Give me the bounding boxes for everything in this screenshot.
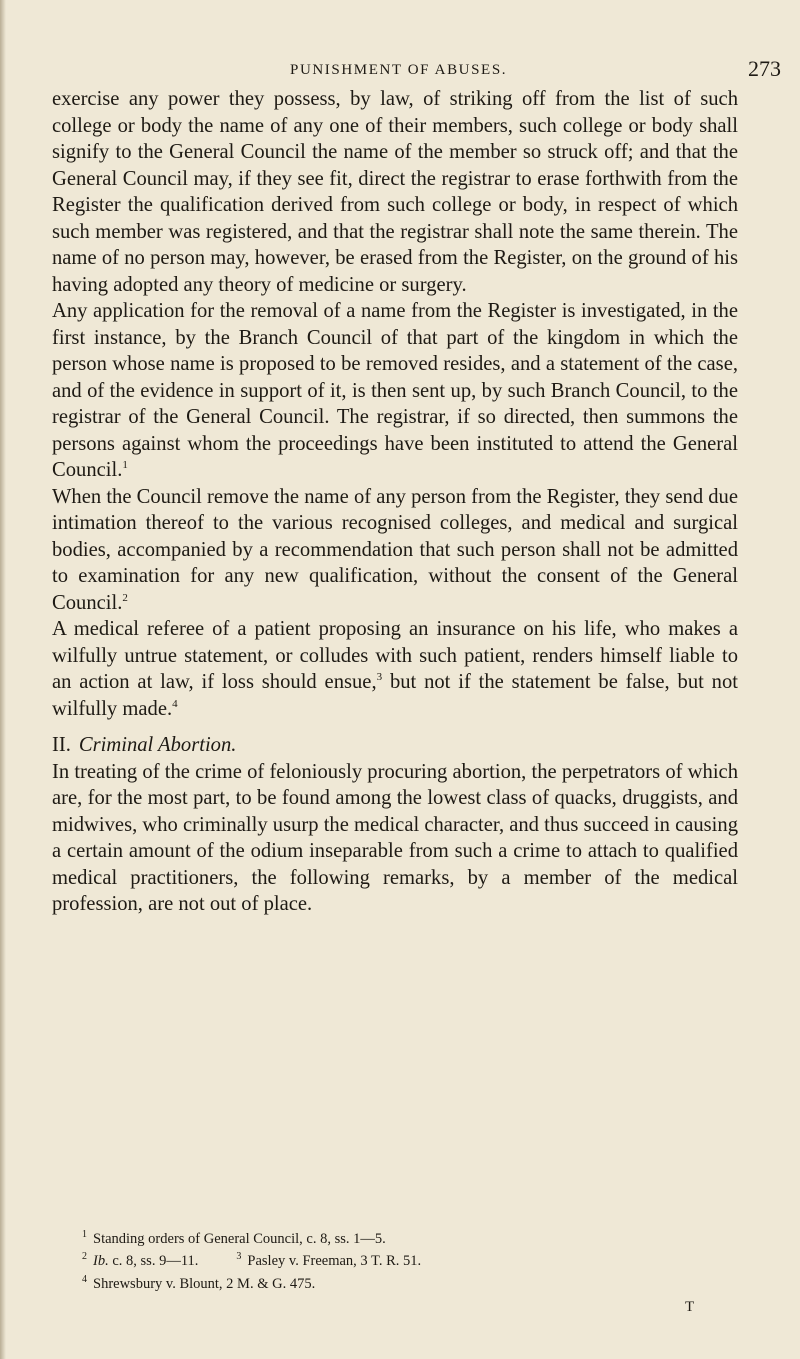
paragraph-medical-referee (52, 616, 738, 722)
footnote-4 (82, 1271, 742, 1293)
section-heading (52, 732, 738, 759)
footnote-1 (82, 1226, 742, 1248)
paragraph-criminal-abortion: In treating of the crime of feloniously procuring abortion, the perpetrators of which are, for the most part, to be found among the lowest class of quacks, druggists, and midwives, who criminally usurp the medical character, and thus succeed in causing a certain amount of the odium inseparable from such a crime to attach to qualified medical practitioners, the following remarks, by a member of the medical profession, are not out of place. (52, 760, 738, 915)
footnote-mark: 2 (82, 1251, 87, 1263)
footnote-ref-3: 3 (376, 671, 383, 684)
paragraph-removal-intimation (52, 484, 738, 617)
footnote-ref-1: 1 (122, 459, 128, 472)
signature-mark: T (685, 1299, 695, 1315)
footnotes (82, 1226, 742, 1293)
section-title: Criminal Abortion. (78, 734, 237, 756)
footnote-mark: 1 (82, 1229, 87, 1240)
footnote-mark: 4 (82, 1273, 87, 1285)
page-edge-shadow (0, 0, 6, 1359)
running-title: PUNISHMENT OF ABUSES. (290, 62, 508, 78)
footnote-mark: 3 (236, 1251, 242, 1263)
footnote-text: c. 8, ss. 9—11. (108, 1253, 199, 1270)
paragraph-removal-application (52, 298, 738, 484)
paragraph-text-end: but not if the statement be false, but not wilfully made. (52, 671, 738, 720)
footnote-ref-2: 2 (122, 591, 128, 604)
page-number: 273 (748, 56, 781, 81)
footnote-row-2-3 (82, 1248, 742, 1270)
footnote-text: Standing orders of General Council, c. 8, ss. 1—5. (93, 1230, 386, 1247)
footnote-text: Pasley v. Freeman, 3 T. R. 51. (247, 1253, 422, 1270)
body-text (52, 86, 738, 918)
footnote-ib: Ib. (93, 1253, 109, 1270)
paragraph-continuation: exercise any power they possess, by law, of striking off from the list of such college or body the name of any one of their members, such college or body shall signify to the General Council the name of the member so struck off; and that the General Council may, if they see fit, direct the registrar to erase forthwith from the Register the qualification derived from such college or body, in respect of which such member was registered, and that the registrar shall note the same therein. The name of no person may, however, be erased from the Register, on the ground of his having adopted any theory of medicine or surgery. (52, 88, 738, 296)
section-numeral: II. (52, 734, 71, 756)
paragraph-text: A medical referee of a patient proposing an insurance on his life, who makes a wilfully untrue statement, or colludes with such patient, renders himself liable to an action at law, if loss should ensue, (52, 618, 738, 693)
paragraph-text: When the Council remove the name of any person from the Register, they send due intimation thereof to the various recognised colleges, and medical and surgical bodies, accompanied by a recommendation that such person shall not be admitted to examination for any new qualification, without the consent of the General Council. (52, 485, 738, 614)
footnote-ref-4: 4 (172, 697, 178, 710)
footnote-text: Shrewsbury v. Blount, 2 M. & G. 475. (93, 1275, 316, 1292)
paragraph-text: Any application for the removal of a name from the Register is investigated, in the first instance, by the Branch Council of that part of the kingdom in which the person whose name is proposed to be removed resides, and a statement of the case, and of the evidence in support of it, is then sent up, by such Branch Council, to the registrar of the General Council. The registrar, if so directed, then summons the persons against whom the proceedings have been instituted to attend the General Council. (52, 300, 738, 481)
